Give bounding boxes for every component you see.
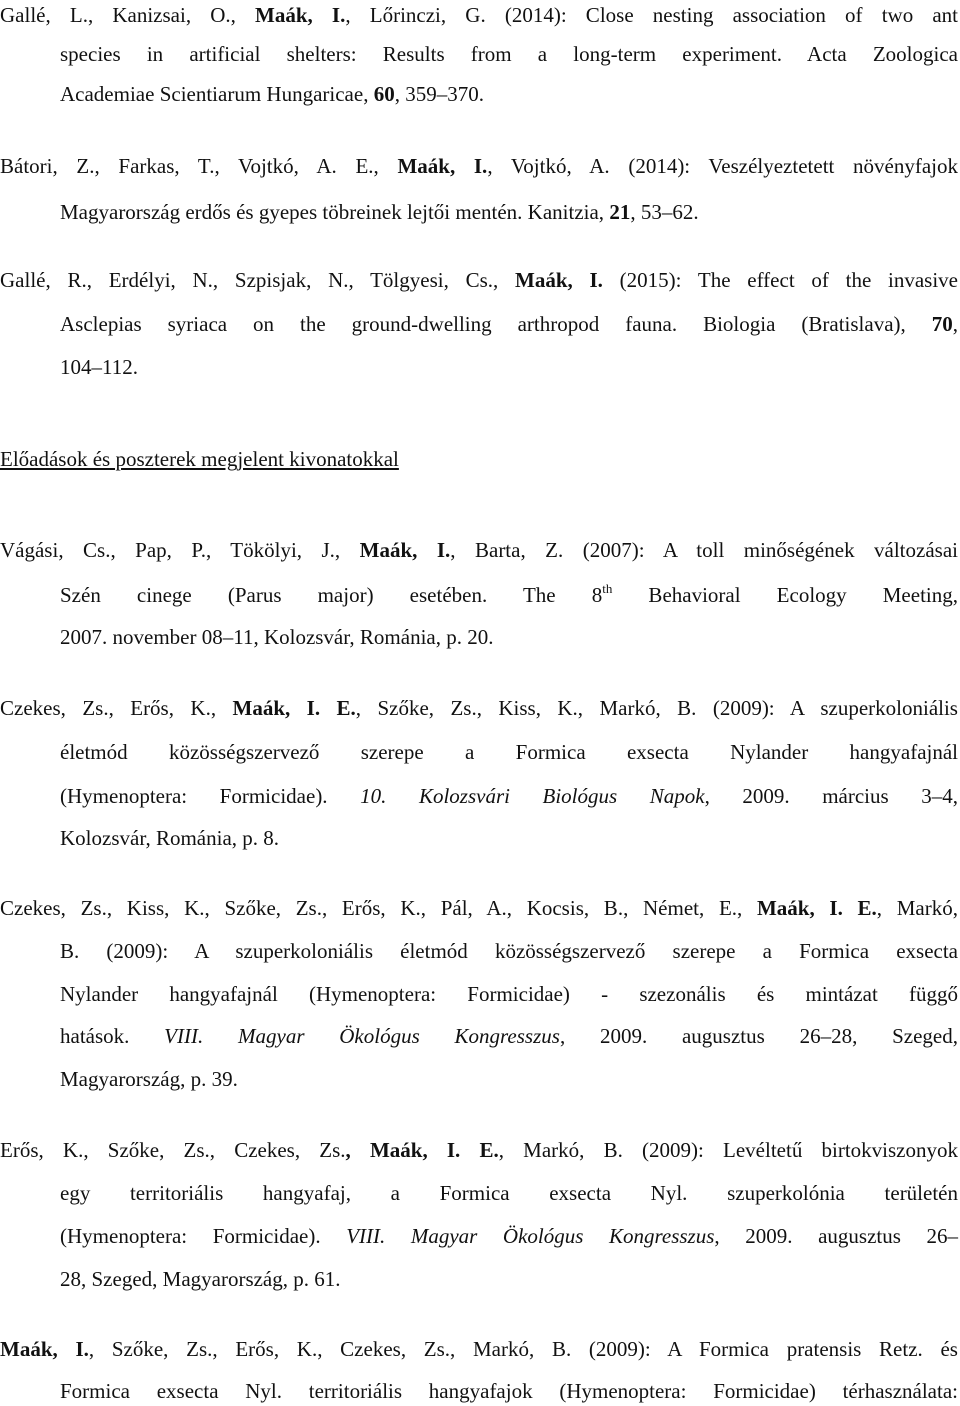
reference-line: Bátori, Z., Farkas, T., Vojtkó, A. E., Maák, I., Vojtkó, A. (2014): Veszélyeztetett növényfajok xyxy=(0,154,958,178)
presentation-line: Maák, I., Szőke, Zs., Erős, K., Czekes, Zs., Markó, B. (2009): A Formica pratensis Retz. és xyxy=(0,1337,958,1361)
author-highlight: , Maák, I. E. xyxy=(345,1138,499,1162)
presentation-line: (Hymenoptera: Formicidae). 10. Kolozsvári Biológus Napok, 2009. március 3–4, xyxy=(60,784,958,808)
author-highlight: Maák, I. xyxy=(359,538,451,562)
conference-title: VIII. Magyar Ökológus Kongresszus xyxy=(346,1224,715,1248)
presentation-line: 28, Szeged, Magyarország, p. 61. xyxy=(60,1267,341,1291)
section-heading: Előadások és poszterek megjelent kivonatokkal xyxy=(0,447,399,471)
presentation-line: egy territoriális hangyafaj, a Formica exsecta Nyl. szuperkolónia területén xyxy=(60,1181,958,1205)
reference-line: Magyarország erdős és gyepes töbreinek lejtői mentén. Kanitzia, 21, 53–62. xyxy=(60,200,699,224)
presentation-line: életmód közösségszervező szerepe a Formica exsecta Nylander hangyafajnál xyxy=(60,740,958,764)
author-highlight: Maák, I. E. xyxy=(232,696,356,720)
presentation-line: (Hymenoptera: Formicidae). VIII. Magyar Ökológus Kongresszus, 2009. augusztus 26– xyxy=(60,1224,958,1248)
author-highlight: Maák, I. xyxy=(0,1337,89,1361)
presentation-line: Formica exsecta Nyl. territoriális hangyafajok (Hymenoptera: Formicidae) térhasználata: xyxy=(60,1379,958,1403)
reference-line: 104–112. xyxy=(60,355,138,379)
reference-line: Gallé, R., Erdélyi, N., Szpisjak, N., Tölgyesi, Cs., Maák, I. (2015): The effect of the invasive xyxy=(0,268,959,292)
presentation-line: Czekes, Zs., Kiss, K., Szőke, Zs., Erős, K., Pál, A., Kocsis, B., Német, E., Maák, I. E., Markó, xyxy=(0,896,958,920)
conference-title: 10. Kolozsvári Biológus Napok xyxy=(360,784,705,808)
conference-title: VIII. Magyar Ökológus Kongresszus xyxy=(164,1024,560,1048)
reference-line: Asclepias syriaca on the ground-dwelling arthropod fauna. Biologia (Bratislava), 70, xyxy=(60,312,958,336)
presentation-line: Erős, K., Szőke, Zs., Czekes, Zs., Maák, I. E., Markó, B. (2009): Levéltetű birtokviszonyok xyxy=(0,1138,958,1162)
presentation-line: Nylander hangyafajnál (Hymenoptera: Formicidae) - szezonális és mintázat függő xyxy=(60,982,958,1006)
reference-line: Academiae Scientiarum Hungaricae, 60, 359–370. xyxy=(60,82,484,106)
reference-line: species in artificial shelters: Results from a long-term experiment. Acta Zoologica xyxy=(60,42,958,66)
presentation-line: Vágási, Cs., Pap, P., Tökölyi, J., Maák, I., Barta, Z. (2007): A toll minőségének változásai xyxy=(0,538,958,562)
presentation-line: hatások. VIII. Magyar Ökológus Kongresszus, 2009. augusztus 26–28, Szeged, xyxy=(60,1024,958,1048)
presentation-line: B. (2009): A szuperkoloniális életmód közösségszervező szerepe a Formica exsecta xyxy=(60,939,958,963)
volume-number: 21 xyxy=(609,200,631,224)
author-highlight: Maák, I. xyxy=(515,268,603,292)
author-highlight: Maák, I. xyxy=(255,3,346,27)
presentation-line: 2007. november 08–11, Kolozsvár, Románia, p. 20. xyxy=(60,625,494,649)
author-highlight: Maák, I. xyxy=(397,154,488,178)
volume-number: 70 xyxy=(931,312,953,336)
presentation-line: Magyarország, p. 39. xyxy=(60,1067,238,1091)
reference-line: Gallé, L., Kanizsai, O., Maák, I., Lőrinczi, G. (2014): Close nesting association of two ant xyxy=(0,3,958,27)
volume-number: 60 xyxy=(373,82,395,106)
presentation-line: Szén cinege (Parus major) esetében. The 8th Behavioral Ecology Meeting, xyxy=(60,581,958,607)
presentation-line: Czekes, Zs., Erős, K., Maák, I. E., Szőke, Zs., Kiss, K., Markó, B. (2009): A szuperkoloniális xyxy=(0,696,958,720)
presentation-line: Kolozsvár, Románia, p. 8. xyxy=(60,826,280,850)
author-highlight: Maák, I. E. xyxy=(756,896,877,920)
